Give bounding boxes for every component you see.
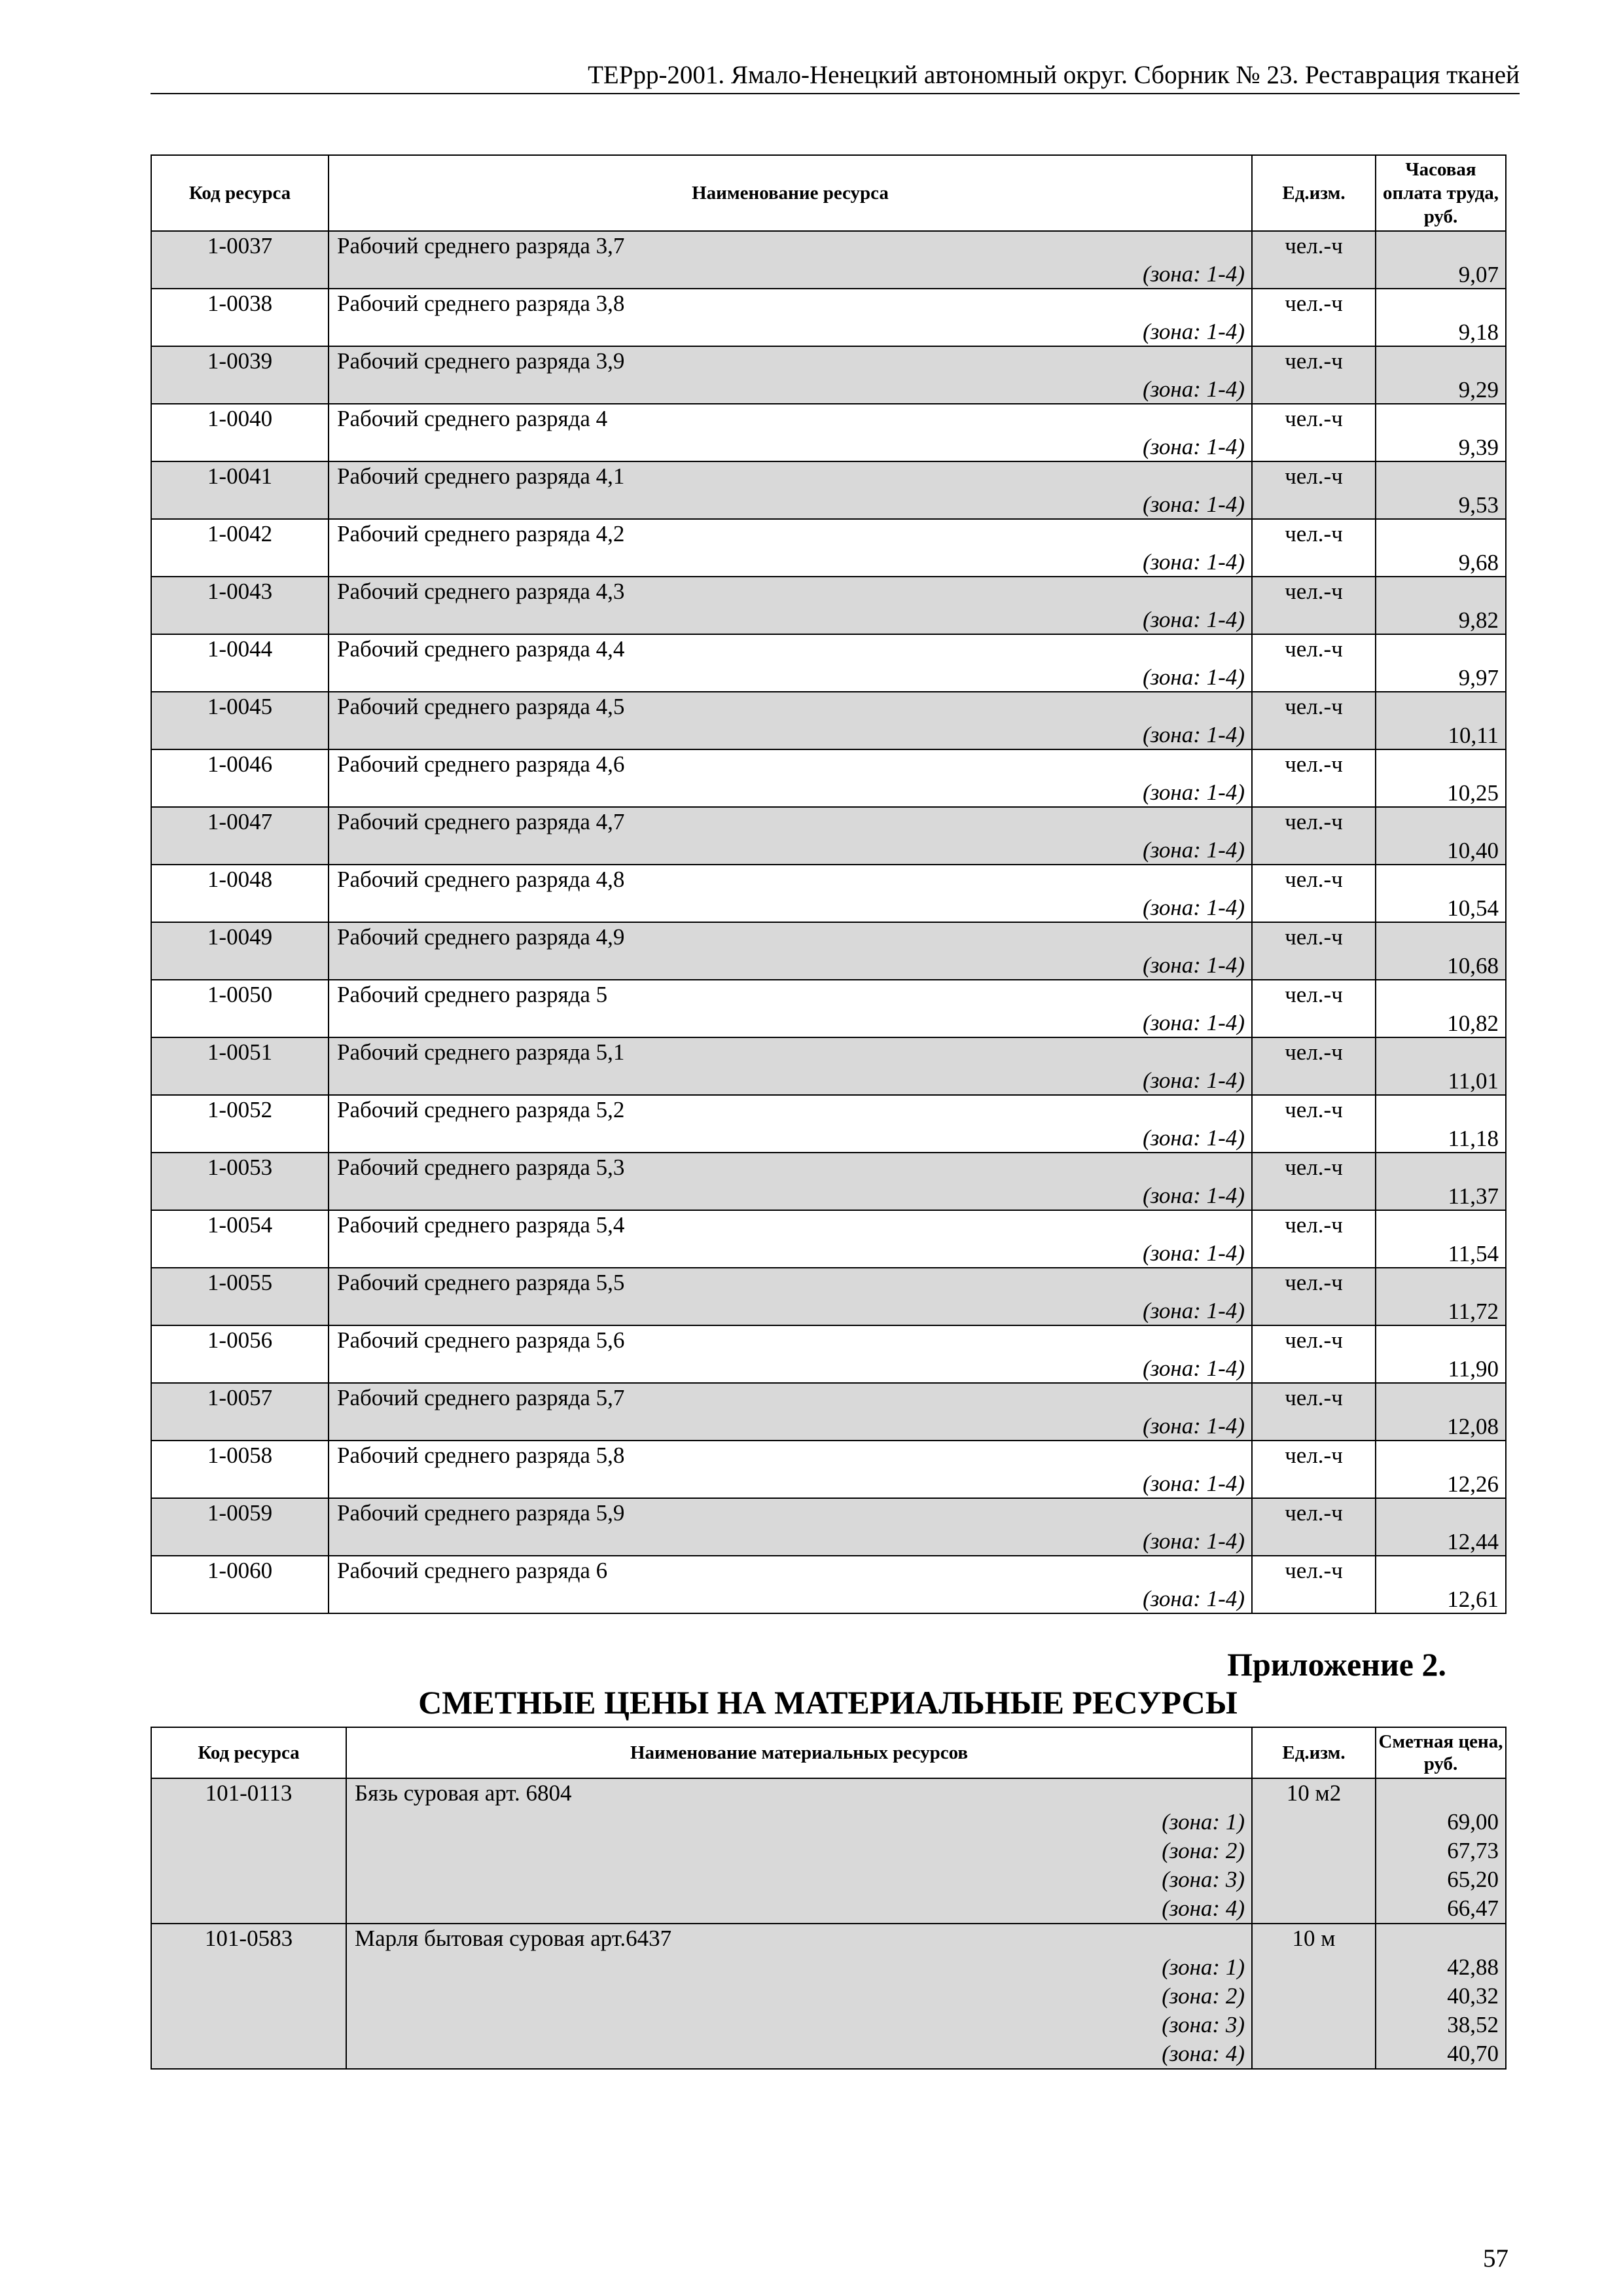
resource-code: 1-0056 [151, 1325, 329, 1383]
column-header-name: Наименование материальных ресурсов [346, 1727, 1252, 1778]
unit-of-measure: чел.-ч [1252, 1268, 1376, 1325]
resource-name: Рабочий среднего разряда 5,2 [337, 1097, 625, 1122]
estimated-price: 65,20 [1447, 1867, 1499, 1892]
zone-label: (зона: 1-4) [1143, 549, 1245, 575]
zone-label: (зона: 2) [1162, 1838, 1245, 1863]
zone-label: (зона: 1-4) [1143, 780, 1245, 805]
resource-name: Рабочий среднего разряда 6 [337, 1558, 608, 1583]
zone-label: (зона: 1-4) [1143, 837, 1245, 863]
zone-label: (зона: 1-4) [1143, 1067, 1245, 1093]
resource-name-cell [329, 404, 1252, 461]
zone-label: (зона: 1-4) [1143, 1125, 1245, 1151]
table-row [151, 1778, 1506, 1924]
labor-table-body [151, 231, 1506, 1613]
hourly-rate: 10,11 [1376, 692, 1506, 749]
estimated-price: 69,00 [1447, 1809, 1499, 1835]
hourly-rate: 12,08 [1376, 1383, 1506, 1441]
hourly-rate: 12,44 [1376, 1498, 1506, 1556]
resource-name: Рабочий среднего разряда 3,9 [337, 348, 625, 374]
table-row [151, 1095, 1506, 1153]
resource-code: 1-0037 [151, 231, 329, 289]
hourly-rate: 11,37 [1376, 1153, 1506, 1210]
resource-name: Рабочий среднего разряда 5,3 [337, 1155, 625, 1180]
unit-of-measure: чел.-ч [1252, 289, 1376, 346]
labor-rates-table [151, 154, 1507, 1614]
zone-label: (зона: 1-4) [1143, 895, 1245, 920]
unit-of-measure: чел.-ч [1252, 519, 1376, 577]
appendix-label: Приложение 2. [1227, 1646, 1446, 1683]
resource-name: Рабочий среднего разряда 4,5 [337, 694, 625, 719]
zone-label: (зона: 1-4) [1143, 722, 1245, 747]
resource-code: 1-0044 [151, 634, 329, 692]
hourly-rate: 10,54 [1376, 865, 1506, 922]
materials-table-body [151, 1778, 1506, 2069]
resource-code: 1-0060 [151, 1556, 329, 1613]
section-title: СМЕТНЫЕ ЦЕНЫ НА МАТЕРИАЛЬНЫЕ РЕСУРСЫ [418, 1684, 1238, 1721]
zone-label: (зона: 1-4) [1143, 1240, 1245, 1266]
resource-name-cell [329, 289, 1252, 346]
hourly-rate: 9,29 [1376, 346, 1506, 404]
resource-name-cell [329, 1210, 1252, 1268]
estimated-price: 67,73 [1447, 1838, 1499, 1863]
resource-name-cell [329, 1037, 1252, 1095]
estimated-price: 42,88 [1447, 1954, 1499, 1980]
resource-name: Рабочий среднего разряда 4,9 [337, 924, 625, 950]
resource-name-cell [329, 980, 1252, 1037]
table-row [151, 922, 1506, 980]
unit-of-measure: чел.-ч [1252, 634, 1376, 692]
material-name-cell [346, 1924, 1252, 2069]
hourly-rate: 9,39 [1376, 404, 1506, 461]
resource-code: 1-0050 [151, 980, 329, 1037]
resource-name: Рабочий среднего разряда 3,8 [337, 291, 625, 316]
unit-of-measure: чел.-ч [1252, 865, 1376, 922]
resource-code: 1-0046 [151, 749, 329, 807]
resource-name: Рабочий среднего разряда 4,6 [337, 751, 625, 777]
zone-label: (зона: 1-4) [1143, 607, 1245, 632]
table-row [151, 231, 1506, 289]
resource-code: 1-0055 [151, 1268, 329, 1325]
resource-name: Рабочий среднего разряда 5,9 [337, 1500, 625, 1526]
resource-code: 101-0113 [151, 1778, 346, 1924]
estimated-price-cell [1376, 1778, 1506, 1924]
hourly-rate: 10,68 [1376, 922, 1506, 980]
hourly-rate: 9,18 [1376, 289, 1506, 346]
resource-name-cell [329, 922, 1252, 980]
table-row [151, 1268, 1506, 1325]
resource-name-cell [329, 231, 1252, 289]
resource-code: 1-0059 [151, 1498, 329, 1556]
resource-name: Рабочий среднего разряда 3,7 [337, 233, 625, 259]
table-row [151, 1924, 1506, 2069]
zone-label: (зона: 1-4) [1143, 664, 1245, 690]
zone-label: (зона: 4) [1162, 1895, 1245, 1921]
unit-of-measure: 10 м2 [1252, 1778, 1376, 1924]
resource-name-cell [329, 461, 1252, 519]
zone-label: (зона: 1-4) [1143, 492, 1245, 517]
resource-name-cell [329, 577, 1252, 634]
material-name: Марля бытовая суровая арт.6437 [355, 1926, 672, 1951]
column-header-unit: Ед.изм. [1252, 1727, 1376, 1778]
resource-name-cell [329, 634, 1252, 692]
resource-name-cell [329, 1268, 1252, 1325]
resource-name: Рабочий среднего разряда 5,1 [337, 1039, 625, 1065]
zone-label: (зона: 1-4) [1143, 1355, 1245, 1381]
resource-name-cell [329, 865, 1252, 922]
hourly-rate: 12,26 [1376, 1441, 1506, 1498]
zone-label: (зона: 1) [1162, 1809, 1245, 1835]
column-header-code: Код ресурса [151, 155, 329, 231]
hourly-rate: 9,82 [1376, 577, 1506, 634]
resource-name: Рабочий среднего разряда 5,4 [337, 1212, 625, 1238]
zone-label: (зона: 1-4) [1143, 376, 1245, 402]
resource-code: 1-0040 [151, 404, 329, 461]
running-header: ТЕРрр-2001. Ямало-Ненецкий автономный округ. Сборник № 23. Реставрация тканей [588, 61, 1520, 89]
unit-of-measure: чел.-ч [1252, 749, 1376, 807]
resource-name: Рабочий среднего разряда 5,6 [337, 1327, 625, 1353]
resource-name: Рабочий среднего разряда 4,8 [337, 867, 625, 892]
hourly-rate: 10,40 [1376, 807, 1506, 865]
resource-code: 1-0052 [151, 1095, 329, 1153]
resource-code: 1-0038 [151, 289, 329, 346]
hourly-rate: 9,68 [1376, 519, 1506, 577]
unit-of-measure: чел.-ч [1252, 577, 1376, 634]
resource-name: Рабочий среднего разряда 5,5 [337, 1270, 625, 1295]
unit-of-measure: чел.-ч [1252, 404, 1376, 461]
hourly-rate: 11,90 [1376, 1325, 1506, 1383]
zone-label: (зона: 1-4) [1143, 1298, 1245, 1323]
hourly-rate: 9,07 [1376, 231, 1506, 289]
resource-code: 1-0039 [151, 346, 329, 404]
table-row [151, 519, 1506, 577]
resource-code: 1-0053 [151, 1153, 329, 1210]
resource-name: Рабочий среднего разряда 4,1 [337, 463, 625, 489]
estimated-price: 66,47 [1447, 1895, 1499, 1921]
table-row [151, 1037, 1506, 1095]
zone-label: (зона: 1-4) [1143, 1010, 1245, 1035]
resource-code: 101-0583 [151, 1924, 346, 2069]
unit-of-measure: чел.-ч [1252, 1153, 1376, 1210]
resource-name-cell [329, 346, 1252, 404]
resource-name-cell [329, 1325, 1252, 1383]
unit-of-measure: чел.-ч [1252, 346, 1376, 404]
resource-name: Рабочий среднего разряда 5,7 [337, 1385, 625, 1410]
resource-name: Рабочий среднего разряда 4,7 [337, 809, 625, 834]
resource-code: 1-0049 [151, 922, 329, 980]
table-row [151, 1153, 1506, 1210]
resource-name: Рабочий среднего разряда 4 [337, 406, 608, 431]
price-spacer [1376, 1924, 1499, 1953]
hourly-rate: 11,01 [1376, 1037, 1506, 1095]
zone-label: (зона: 2) [1162, 1983, 1245, 2009]
zone-label: (зона: 1-4) [1143, 952, 1245, 978]
table-row [151, 1325, 1506, 1383]
material-name-cell [346, 1778, 1252, 1924]
resource-name: Рабочий среднего разряда 5,8 [337, 1443, 625, 1468]
zone-label: (зона: 1-4) [1143, 1471, 1245, 1496]
resource-name: Рабочий среднего разряда 5 [337, 982, 608, 1007]
unit-of-measure: чел.-ч [1252, 1095, 1376, 1153]
column-header-unit: Ед.изм. [1252, 155, 1376, 231]
column-header-name: Наименование ресурса [329, 155, 1252, 231]
unit-of-measure: чел.-ч [1252, 1325, 1376, 1383]
unit-of-measure: чел.-ч [1252, 1383, 1376, 1441]
unit-of-measure: чел.-ч [1252, 461, 1376, 519]
unit-of-measure: чел.-ч [1252, 807, 1376, 865]
resource-code: 1-0047 [151, 807, 329, 865]
zone-label: (зона: 1-4) [1143, 1183, 1245, 1208]
table-header-row [151, 155, 1506, 231]
resource-name: Рабочий среднего разряда 4,4 [337, 636, 625, 662]
resource-code: 1-0042 [151, 519, 329, 577]
table-row [151, 807, 1506, 865]
hourly-rate: 9,97 [1376, 634, 1506, 692]
zone-label: (зона: 1-4) [1143, 261, 1245, 287]
table-row [151, 1383, 1506, 1441]
table-row [151, 634, 1506, 692]
resource-name-cell [329, 1498, 1252, 1556]
resource-code: 1-0048 [151, 865, 329, 922]
resource-name-cell [329, 1095, 1252, 1153]
table-row [151, 692, 1506, 749]
unit-of-measure: чел.-ч [1252, 231, 1376, 289]
hourly-rate: 9,53 [1376, 461, 1506, 519]
resource-name-cell [329, 1153, 1252, 1210]
unit-of-measure: чел.-ч [1252, 1037, 1376, 1095]
table-row [151, 749, 1506, 807]
resource-code: 1-0058 [151, 1441, 329, 1498]
table-row [151, 1441, 1506, 1498]
unit-of-measure: чел.-ч [1252, 692, 1376, 749]
table-header-row [151, 1727, 1506, 1778]
unit-of-measure: чел.-ч [1252, 922, 1376, 980]
resource-code: 1-0051 [151, 1037, 329, 1095]
resource-code: 1-0045 [151, 692, 329, 749]
table-row [151, 577, 1506, 634]
resource-name-cell [329, 1441, 1252, 1498]
table-row [151, 404, 1506, 461]
estimated-price: 40,70 [1447, 2041, 1499, 2066]
table-row [151, 1210, 1506, 1268]
unit-of-measure: чел.-ч [1252, 980, 1376, 1037]
estimated-price: 40,32 [1447, 1983, 1499, 2009]
zone-label: (зона: 1) [1162, 1954, 1245, 1980]
hourly-rate: 11,72 [1376, 1268, 1506, 1325]
table-row [151, 1498, 1506, 1556]
header-rule [151, 93, 1520, 94]
resource-name-cell [329, 692, 1252, 749]
zone-label: (зона: 4) [1162, 2041, 1245, 2066]
unit-of-measure: чел.-ч [1252, 1441, 1376, 1498]
resource-code: 1-0057 [151, 1383, 329, 1441]
unit-of-measure: чел.-ч [1252, 1498, 1376, 1556]
resource-name: Рабочий среднего разряда 4,3 [337, 579, 625, 604]
material-name: Бязь суровая арт. 6804 [355, 1780, 572, 1806]
table-row [151, 980, 1506, 1037]
estimated-price: 38,52 [1447, 2012, 1499, 2037]
hourly-rate: 11,18 [1376, 1095, 1506, 1153]
zone-label: (зона: 3) [1162, 1867, 1245, 1892]
unit-of-measure: чел.-ч [1252, 1556, 1376, 1613]
price-spacer [1376, 1779, 1499, 1808]
resource-name-cell [329, 519, 1252, 577]
resource-name-cell [329, 807, 1252, 865]
unit-of-measure: чел.-ч [1252, 1210, 1376, 1268]
hourly-rate: 10,82 [1376, 980, 1506, 1037]
resource-code: 1-0041 [151, 461, 329, 519]
table-row [151, 289, 1506, 346]
zone-label: (зона: 1-4) [1143, 319, 1245, 344]
zone-label: (зона: 1-4) [1143, 1413, 1245, 1439]
zone-label: (зона: 1-4) [1143, 434, 1245, 459]
column-header-price: Сметная цена, руб. [1376, 1727, 1506, 1778]
zone-label: (зона: 1-4) [1143, 1586, 1245, 1611]
zone-label: (зона: 3) [1162, 2012, 1245, 2037]
table-row [151, 346, 1506, 404]
table-row [151, 865, 1506, 922]
materials-prices-table [151, 1727, 1507, 2070]
resource-name-cell [329, 749, 1252, 807]
hourly-rate: 12,61 [1376, 1556, 1506, 1613]
resource-name-cell [329, 1383, 1252, 1441]
resource-name: Рабочий среднего разряда 4,2 [337, 521, 625, 547]
resource-code: 1-0043 [151, 577, 329, 634]
column-header-price: Часовая оплата труда, руб. [1376, 155, 1506, 231]
column-header-code: Код ресурса [151, 1727, 346, 1778]
resource-code: 1-0054 [151, 1210, 329, 1268]
zone-label: (зона: 1-4) [1143, 1528, 1245, 1554]
resource-name-cell [329, 1556, 1252, 1613]
unit-of-measure: 10 м [1252, 1924, 1376, 2069]
hourly-rate: 10,25 [1376, 749, 1506, 807]
table-row [151, 1556, 1506, 1613]
hourly-rate: 11,54 [1376, 1210, 1506, 1268]
page-number: 57 [1483, 2244, 1508, 2272]
table-row [151, 461, 1506, 519]
estimated-price-cell [1376, 1924, 1506, 2069]
